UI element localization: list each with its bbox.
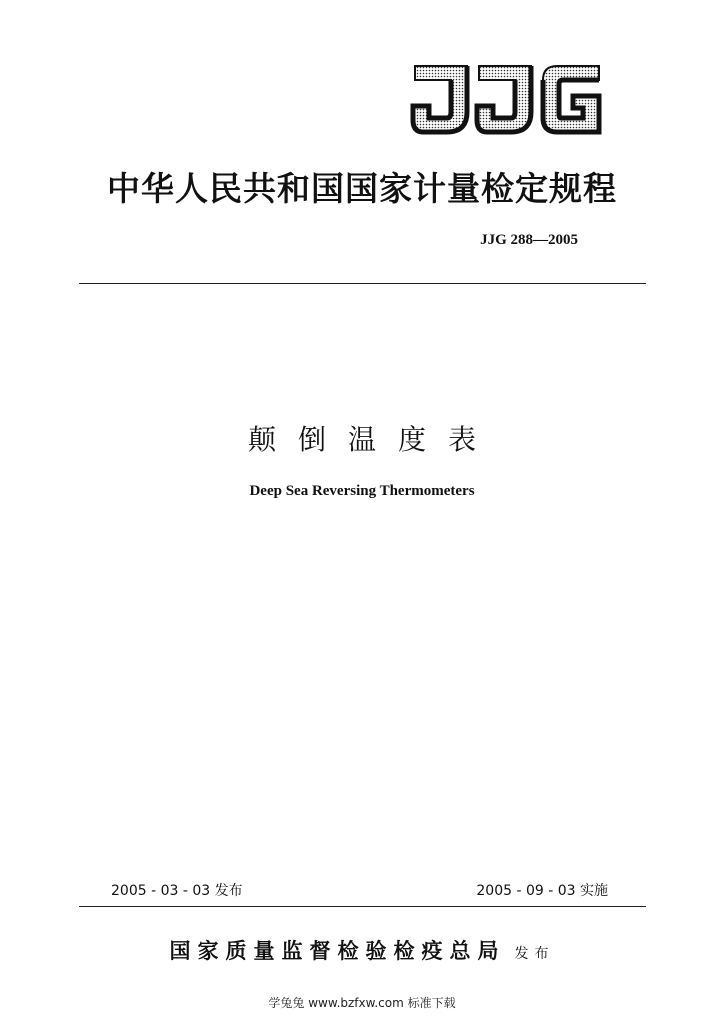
bottom-divider	[79, 906, 646, 907]
issue-date: 2005 - 03 - 03 发布	[111, 883, 243, 899]
document-title-english: Deep Sea Reversing Thermometers	[249, 483, 475, 499]
implementation-date: 2005 - 09 - 03 实施	[476, 883, 608, 899]
jjg-logo	[407, 60, 603, 138]
standard-code: JJG 288—2005	[480, 232, 578, 248]
publisher-line	[0, 935, 724, 965]
watermark-text: 学兔兔 www.bzfxw.com 标准下载	[268, 996, 456, 1010]
document-title-chinese: 颠倒温度表	[247, 423, 498, 456]
top-divider	[79, 283, 646, 284]
series-title: 中华人民共和国国家计量检定规程	[107, 169, 617, 208]
publisher-organization: 国家质量监督检验检疫总局	[169, 938, 506, 963]
publisher-action: 发布	[514, 946, 555, 962]
